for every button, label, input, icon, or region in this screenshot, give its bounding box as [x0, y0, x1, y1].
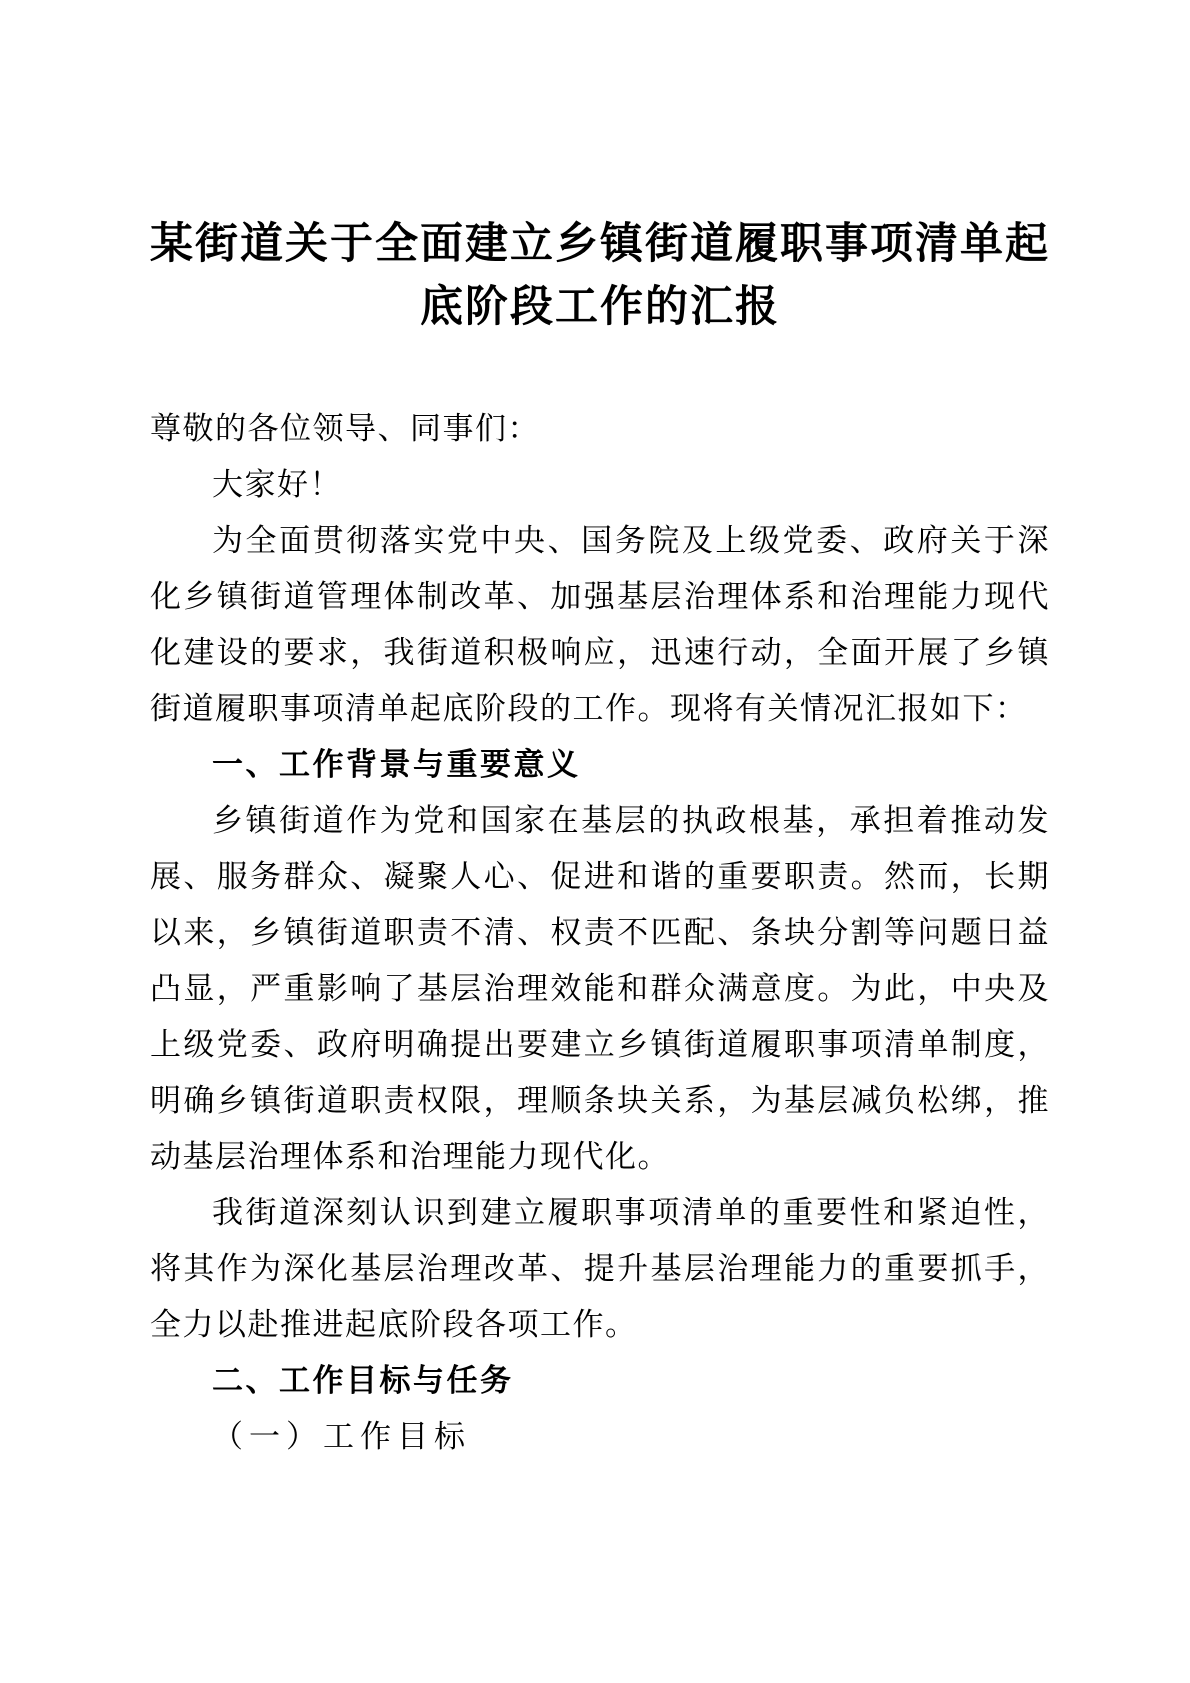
section-heading: 一、工作背景与重要意义 — [212, 747, 581, 782]
subsection-heading: （一）工作目标 — [212, 1419, 471, 1454]
paragraph: 我街道深刻认识到建立履职事项清单的重要性和紧迫性，将其作为深化基层治理改革、提升基层治理能力的重要抓手，全力以赴推进起底阶段各项工作。 — [150, 1195, 1050, 1342]
document-title: 某街道关于全面建立乡镇街道履职事项清单起底阶段工作的汇报 — [150, 221, 1050, 331]
section-heading: 二、工作目标与任务 — [212, 1363, 514, 1398]
paragraph: 乡镇街道作为党和国家在基层的执政根基，承担着推动发展、服务群众、凝聚人心、促进和谐的重要职责。然而，长期以来，乡镇街道职责不清、权责不匹配、条块分割等问题日益凸显，严重影响了基层治理效能和群众满意度。为此，中央及上级党委、政府明确提出要建立乡镇街道履职事项清单制度，明确乡镇街道职责权限，理顺条块关系，为基层减负松绑，推动基层治理体系和治理能力现代化。 — [150, 803, 1050, 1174]
paragraph: 为全面贯彻落实党中央、国务院及上级党委、政府关于深化乡镇街道管理体制改革、加强基层治理体系和治理能力现代化建设的要求，我街道积极响应，迅速行动，全面开展了乡镇街道履职事项清单起底阶段的工作。现将有关情况汇报如下： — [150, 523, 1050, 726]
salutation: 尊敬的各位领导、同事们： — [150, 411, 540, 446]
paragraph: 大家好！ — [212, 467, 342, 502]
document-body — [150, 401, 1050, 1465]
